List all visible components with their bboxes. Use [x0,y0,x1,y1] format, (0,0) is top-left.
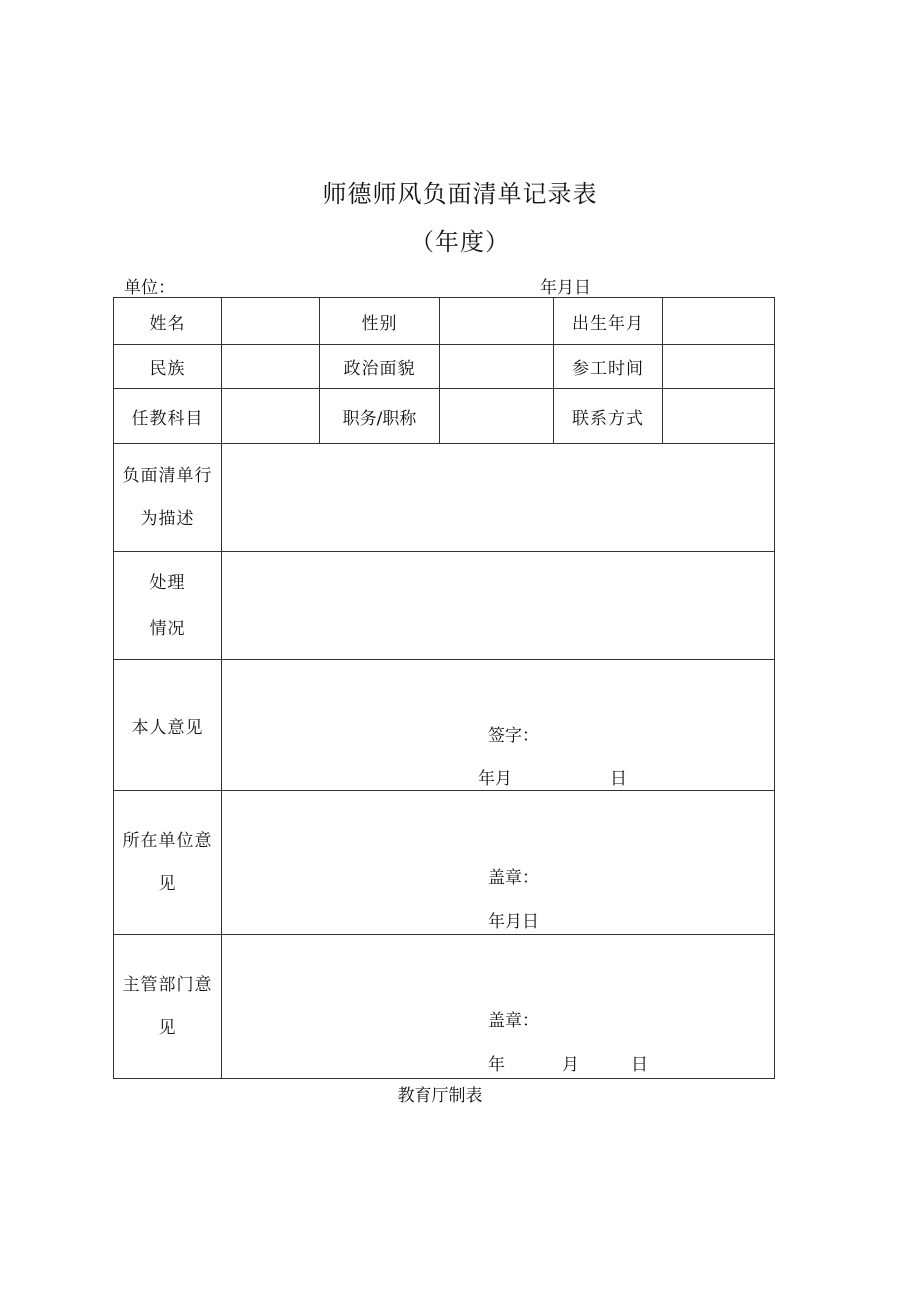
table-row [114,791,775,935]
dept-opinion-cell[interactable] [222,935,775,1079]
work-start-value-cell[interactable] [663,345,775,389]
position-value-cell[interactable] [440,389,554,444]
dept-seal-label: 盖章： [488,1011,539,1031]
self-date-year-month: 年月 [478,769,512,789]
gender-value-cell[interactable] [440,298,554,345]
subject-label: 任教科目 [114,389,222,444]
table-row [114,552,775,660]
ethnicity-label: 民族 [114,345,222,389]
name-value-cell[interactable] [222,298,320,345]
contact-value-cell[interactable] [663,389,775,444]
dept-opinion-line2: 见 [158,1017,177,1038]
work-start-label: 参工时间 [554,345,663,389]
document-title: 师德师风负面清单记录表 [322,180,598,208]
unit-opinion-date: 年月日 [488,912,539,932]
dept-date-month: 月 [562,1055,579,1075]
behavior-description-cell[interactable] [222,444,775,552]
self-opinion-cell[interactable] [222,660,775,791]
table-row [114,298,775,345]
behavior-label-line1: 负面清单行 [122,465,213,486]
self-opinion-label: 本人意见 [114,660,222,791]
unit-label: 单位： [124,278,175,298]
dept-date-year: 年 [488,1055,505,1075]
handling-label [114,552,222,660]
date-label: 年月日 [540,278,591,298]
handling-label-line1: 处理 [149,572,186,593]
contact-label: 联系方式 [554,389,663,444]
ethnicity-value-cell[interactable] [222,345,320,389]
position-label: 职务/职称 [320,389,440,444]
sign-label: 签字： [488,726,539,746]
unit-opinion-line1: 所在单位意 [122,830,213,851]
record-form-table [113,297,775,1079]
handling-cell[interactable] [222,552,775,660]
footer-issuer: 教育厅制表 [397,1086,483,1106]
behavior-description-label [114,444,222,552]
political-status-value-cell[interactable] [440,345,554,389]
unit-opinion-cell[interactable] [222,791,775,935]
unit-opinion-label [114,791,222,935]
document-subtitle: （年度） [410,228,510,256]
birth-value-cell[interactable] [663,298,775,345]
dept-opinion-line1: 主管部门意 [122,974,213,995]
table-row [114,389,775,444]
table-row [114,444,775,552]
unit-opinion-line2: 见 [158,873,177,894]
gender-label: 性别 [320,298,440,345]
dept-date-day: 日 [631,1055,648,1075]
table-row [114,660,775,791]
birth-label: 出生年月 [554,298,663,345]
behavior-label-line2: 为描述 [140,508,195,529]
name-label: 姓名 [114,298,222,345]
table-row [114,935,775,1079]
unit-seal-label: 盖章： [488,868,539,888]
table-row [114,345,775,389]
subject-value-cell[interactable] [222,389,320,444]
handling-label-line2: 情况 [149,618,186,639]
political-status-label: 政治面貌 [320,345,440,389]
self-date-day: 日 [610,769,627,789]
dept-opinion-label [114,935,222,1079]
